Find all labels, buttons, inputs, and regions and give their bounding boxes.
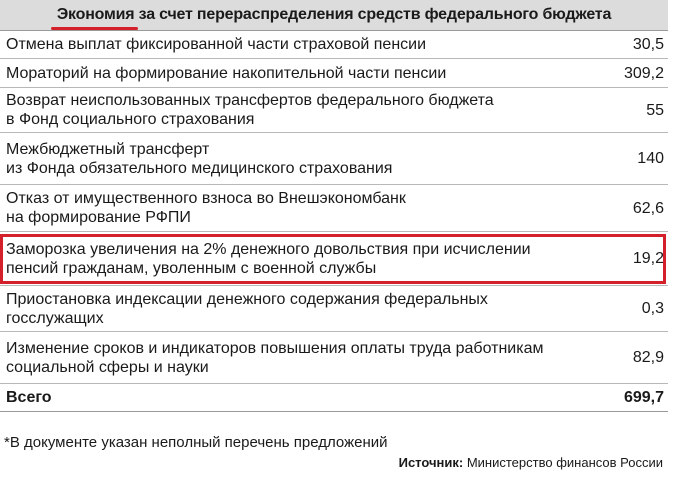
row-value: 82,9 [632, 349, 664, 366]
row-label: Мораторий на формирование накопительной части пенсии [6, 64, 447, 82]
table-row [0, 185, 668, 232]
row-value: 62,6 [632, 199, 664, 217]
table-row [0, 286, 668, 332]
row-label: Отмена выплат фиксированной части страховой пенсии [6, 36, 427, 53]
row-label: Межбюджетный трансферт из Фонда обязательного медицинского страхования [6, 140, 393, 177]
row-label: Заморозка увеличения на 2% денежного довольствия при исчислении пенсий гражданам, уволенным с военной службы [6, 240, 531, 277]
total-row [0, 384, 668, 412]
header-accent-word [57, 6, 135, 24]
table-row [0, 31, 668, 59]
footnote: *В документе указан неполный перечень предложений [4, 434, 388, 451]
row-label: Изменение сроков и индикаторов повышения оплаты труда работникам социальной сферы и науки [6, 339, 544, 376]
row-value: 140 [637, 150, 664, 167]
row-value: 55 [646, 101, 664, 119]
source-label: Источник: [398, 455, 464, 470]
row-value: 30,5 [632, 36, 664, 53]
table-row [0, 59, 668, 88]
table-row [0, 133, 668, 185]
header-rest-text: за счет перераспределения средств федерального бюджета [134, 6, 612, 23]
total-value: 699,7 [623, 389, 664, 406]
table-header [0, 0, 668, 31]
source-text: Министерство финансов России [463, 455, 663, 470]
table-row [0, 332, 668, 384]
source-line [399, 455, 663, 470]
row-label: Возврат неиспользованных трансфертов федерального бюджета в Фонд социального страхования [6, 92, 494, 128]
table-row [0, 88, 668, 133]
accent-underline [51, 27, 139, 30]
row-value: 19,2 [632, 250, 664, 267]
table-row-highlighted [0, 232, 668, 286]
header-title [57, 6, 611, 24]
row-value: 309,2 [623, 64, 664, 82]
total-label: Всего [6, 389, 52, 406]
row-label: Отказ от имущественного взноса во Внешэкономбанк на формирование РФПИ [6, 190, 406, 226]
row-value: 0,3 [641, 300, 664, 317]
row-label: Приостановка индексации денежного содержания федеральных госслужащих [6, 290, 488, 327]
header-accent-text: Экономия [56, 6, 135, 23]
